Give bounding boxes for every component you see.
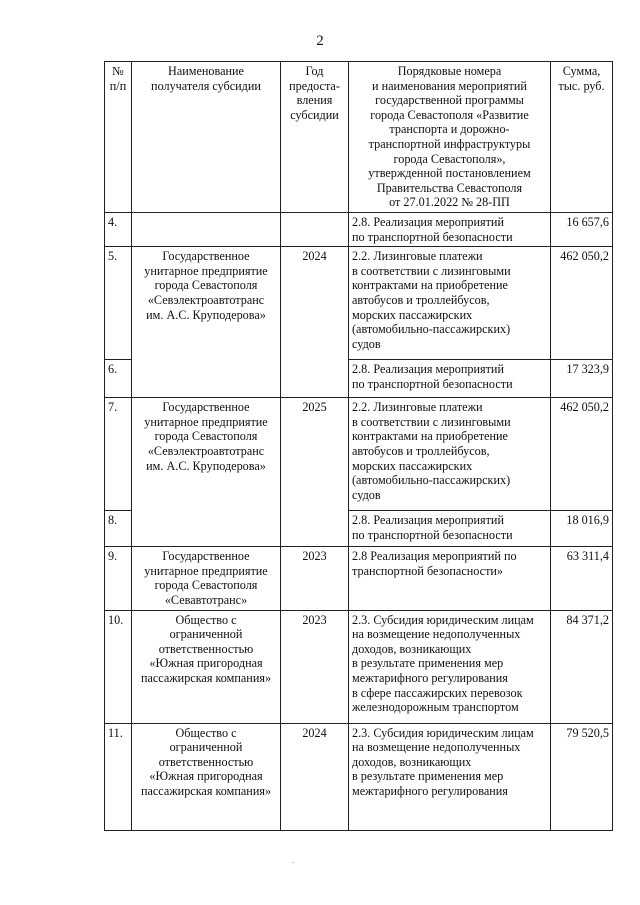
row-measure: 2.8. Реализация мероприятий по транспортной безопасности [349,360,551,398]
row-amount: 18 016,9 [551,511,613,547]
footer-mark: . [292,855,295,865]
row-recipient: Общество с ограниченной ответственностью «Южная пригородная пассажирская компания» [132,610,281,723]
row-recipient [132,213,281,247]
row-num: 8. [105,511,132,547]
row-amount: 462 050,2 [551,398,613,511]
row-num: 10. [105,610,132,723]
row-recipient: Государственное унитарное предприятие города Севастополя «Севэлектроавтотранс им. А.С. Круподерова» [132,398,281,547]
page-number: 2 [316,33,324,49]
row-amount: 63 311,4 [551,547,613,610]
header-num: № п/п [105,62,132,213]
row-recipient: Государственное унитарное предприятие города Севастополя «Севэлектроавтотранс им. А.С. Круподерова» [132,247,281,398]
row-year: 2023 [281,547,349,610]
row-num: 11. [105,723,132,830]
row-measure: 2.2. Лизинговые платежи в соответствии с лизинговыми контрактами на приобретение автобусов и троллейбусов, морских пассажирских (автомобильно-пассажирских) судов [349,247,551,360]
row-amount: 17 323,9 [551,360,613,398]
row-amount: 79 520,5 [551,723,613,830]
row-num: 6. [105,360,132,398]
row-amount: 462 050,2 [551,247,613,360]
row-num: 9. [105,547,132,610]
row-year: 2025 [281,398,349,547]
row-num: 7. [105,398,132,511]
table-row [105,247,613,360]
row-recipient: Общество с ограниченной ответственностью «Южная пригородная пассажирская компания» [132,723,281,830]
row-num: 4. [105,213,132,247]
row-amount: 16 657,6 [551,213,613,247]
row-measure: 2.8. Реализация мероприятий по транспортной безопасности [349,213,551,247]
table-row [105,398,613,511]
row-recipient: Государственное унитарное предприятие города Севастополя «Севавтотранс» [132,547,281,610]
table-row [105,723,613,830]
row-year: 2023 [281,610,349,723]
row-amount: 84 371,2 [551,610,613,723]
row-year: 2024 [281,247,349,398]
header-measure: Порядковые номера и наименования мероприятий государственной программы города Севастополя «Развитие транспорта и дорожно- транспортной инфраструктуры города Севастополя», утвержденной постановлением Правительства Севастополя от 27.01.2022 № 28-ПП [349,62,551,213]
subsidy-table [104,61,613,831]
row-year [281,213,349,247]
row-measure: 2.8 Реализация мероприятий по транспортной безопасности» [349,547,551,610]
table-row [105,213,613,247]
table-row [105,610,613,723]
table-row [105,547,613,610]
row-year: 2024 [281,723,349,830]
header-recipient: Наименование получателя субсидии [132,62,281,213]
header-year: Год предоста- вления субсидии [281,62,349,213]
row-num: 5. [105,247,132,360]
row-measure: 2.2. Лизинговые платежи в соответствии с лизинговыми контрактами на приобретение автобусов и троллейбусов, морских пассажирских (автомобильно-пассажирских) судов [349,398,551,511]
header-amount: Сумма, тыс. руб. [551,62,613,213]
row-measure: 2.3. Субсидия юридическим лицам на возмещение недополученных доходов, возникающих в результате применения мер межтарифного регулирования [349,723,551,830]
row-measure: 2.8. Реализация мероприятий по транспортной безопасности [349,511,551,547]
table-header-row [105,62,613,213]
row-measure: 2.3. Субсидия юридическим лицам на возмещение недополученных доходов, возникающих в результате применения мер межтарифного регулирования в сфере пассажирских перевозок железнодорожным транспортом [349,610,551,723]
